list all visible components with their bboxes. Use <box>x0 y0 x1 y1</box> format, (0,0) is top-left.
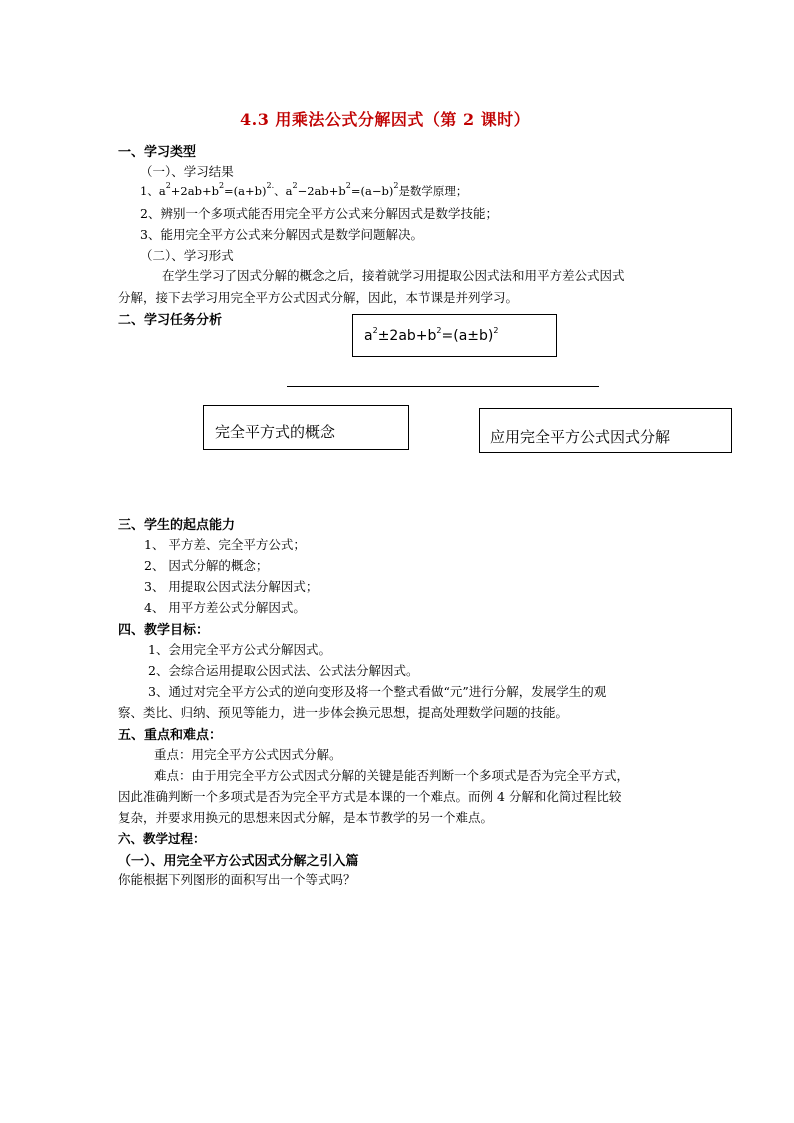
section-5-difficulty-line-3: 复杂，并要求用换元的思想来因式分解，是本节教学的另一个难点。 <box>118 810 494 825</box>
section-1-sub-1: （一）、学习结果 <box>140 164 234 179</box>
section-6-question: 你能根据下列图形的面积写出一个等式吗？ <box>118 872 356 887</box>
section-1-para-line-1: 在学生学习了因式分解的概念之后，接着就学习用提取公因式法和用平方差公式因式 <box>162 268 625 283</box>
section-2-heading: 二、学习任务分析 <box>118 313 223 328</box>
section-3-item-4: 4、 用平方差公式分解因式。 <box>144 600 306 615</box>
section-1-sub-2: （二）、学习形式 <box>140 248 234 263</box>
section-4-item-3-line-1: 3、通过对完全平方公式的逆向变形及将一个整式看做“元”进行分解，发展学生的观 <box>148 684 607 699</box>
section-5-key-point: 重点：用完全平方公式因式分解。 <box>154 747 342 762</box>
concept-box-label: 完全平方式的概念 <box>215 423 336 441</box>
formula-text: $a^2\pm 2ab+b^2=(a\pm b)^2$ <box>364 326 499 344</box>
section-6-subheading: （一）、用完全平方公式因式分解之引入篇 <box>118 854 359 869</box>
section-1-para-line-2: 分解，接下去学习用完全平方公式因式分解，因此，本节课是并列学习。 <box>118 290 519 305</box>
section-1-heading: 一、学习类型 <box>118 145 197 160</box>
section-5-difficulty-line-1: 难点：由于用完全平方公式因式分解的关键是能否判断一个多项式是否为完全平方式， <box>154 768 630 783</box>
section-1-item-2: 2、辨别一个多项式能否用完全平方公式来分解因式是数学技能； <box>140 206 498 221</box>
section-4-item-2: 2、会综合运用提取公因式法、公式法分解因式。 <box>148 663 419 678</box>
page-title: 4.3 用乘法公式分解因式（第 2 课时） <box>240 110 531 129</box>
section-1-item-1: 1、$a^2+2ab+b^2=(a+b)^{2.}$、$a^2-2ab+b^2=(a-b)^2$是数学原理； <box>140 181 468 198</box>
section-3-item-3: 3、 用提取公因式法分解因式； <box>144 579 319 594</box>
diagram-connector-line <box>287 386 599 387</box>
section-4-item-1: 1、会用完全平方公式分解因式。 <box>148 642 331 657</box>
formula-box <box>352 314 557 357</box>
section-3-item-2: 2、 因式分解的概念； <box>144 558 269 573</box>
section-6-heading: 六、教学过程： <box>118 831 206 846</box>
application-box-label: 应用完全平方公式因式分解 <box>490 428 671 446</box>
section-5-difficulty-line-2: 因此准确判断一个多项式是否为完全平方式是本课的一个难点。而例 4 分解和化简过程比较 <box>118 789 622 804</box>
concept-box <box>203 405 409 450</box>
section-5-heading: 五、重点和难点： <box>118 728 223 743</box>
section-4-heading: 四、教学目标： <box>118 623 210 638</box>
application-box <box>479 408 732 453</box>
section-4-item-3-line-2: 察、类比、归纳、预见等能力，进一步体会换元思想，提高处理数学问题的技能。 <box>118 705 569 720</box>
section-3-heading: 三、学生的起点能力 <box>118 518 236 533</box>
section-1-item-3: 3、能用完全平方公式来分解因式是数学问题解决。 <box>140 227 423 242</box>
section-3-item-1: 1、 平方差、完全平方公式； <box>144 537 306 552</box>
